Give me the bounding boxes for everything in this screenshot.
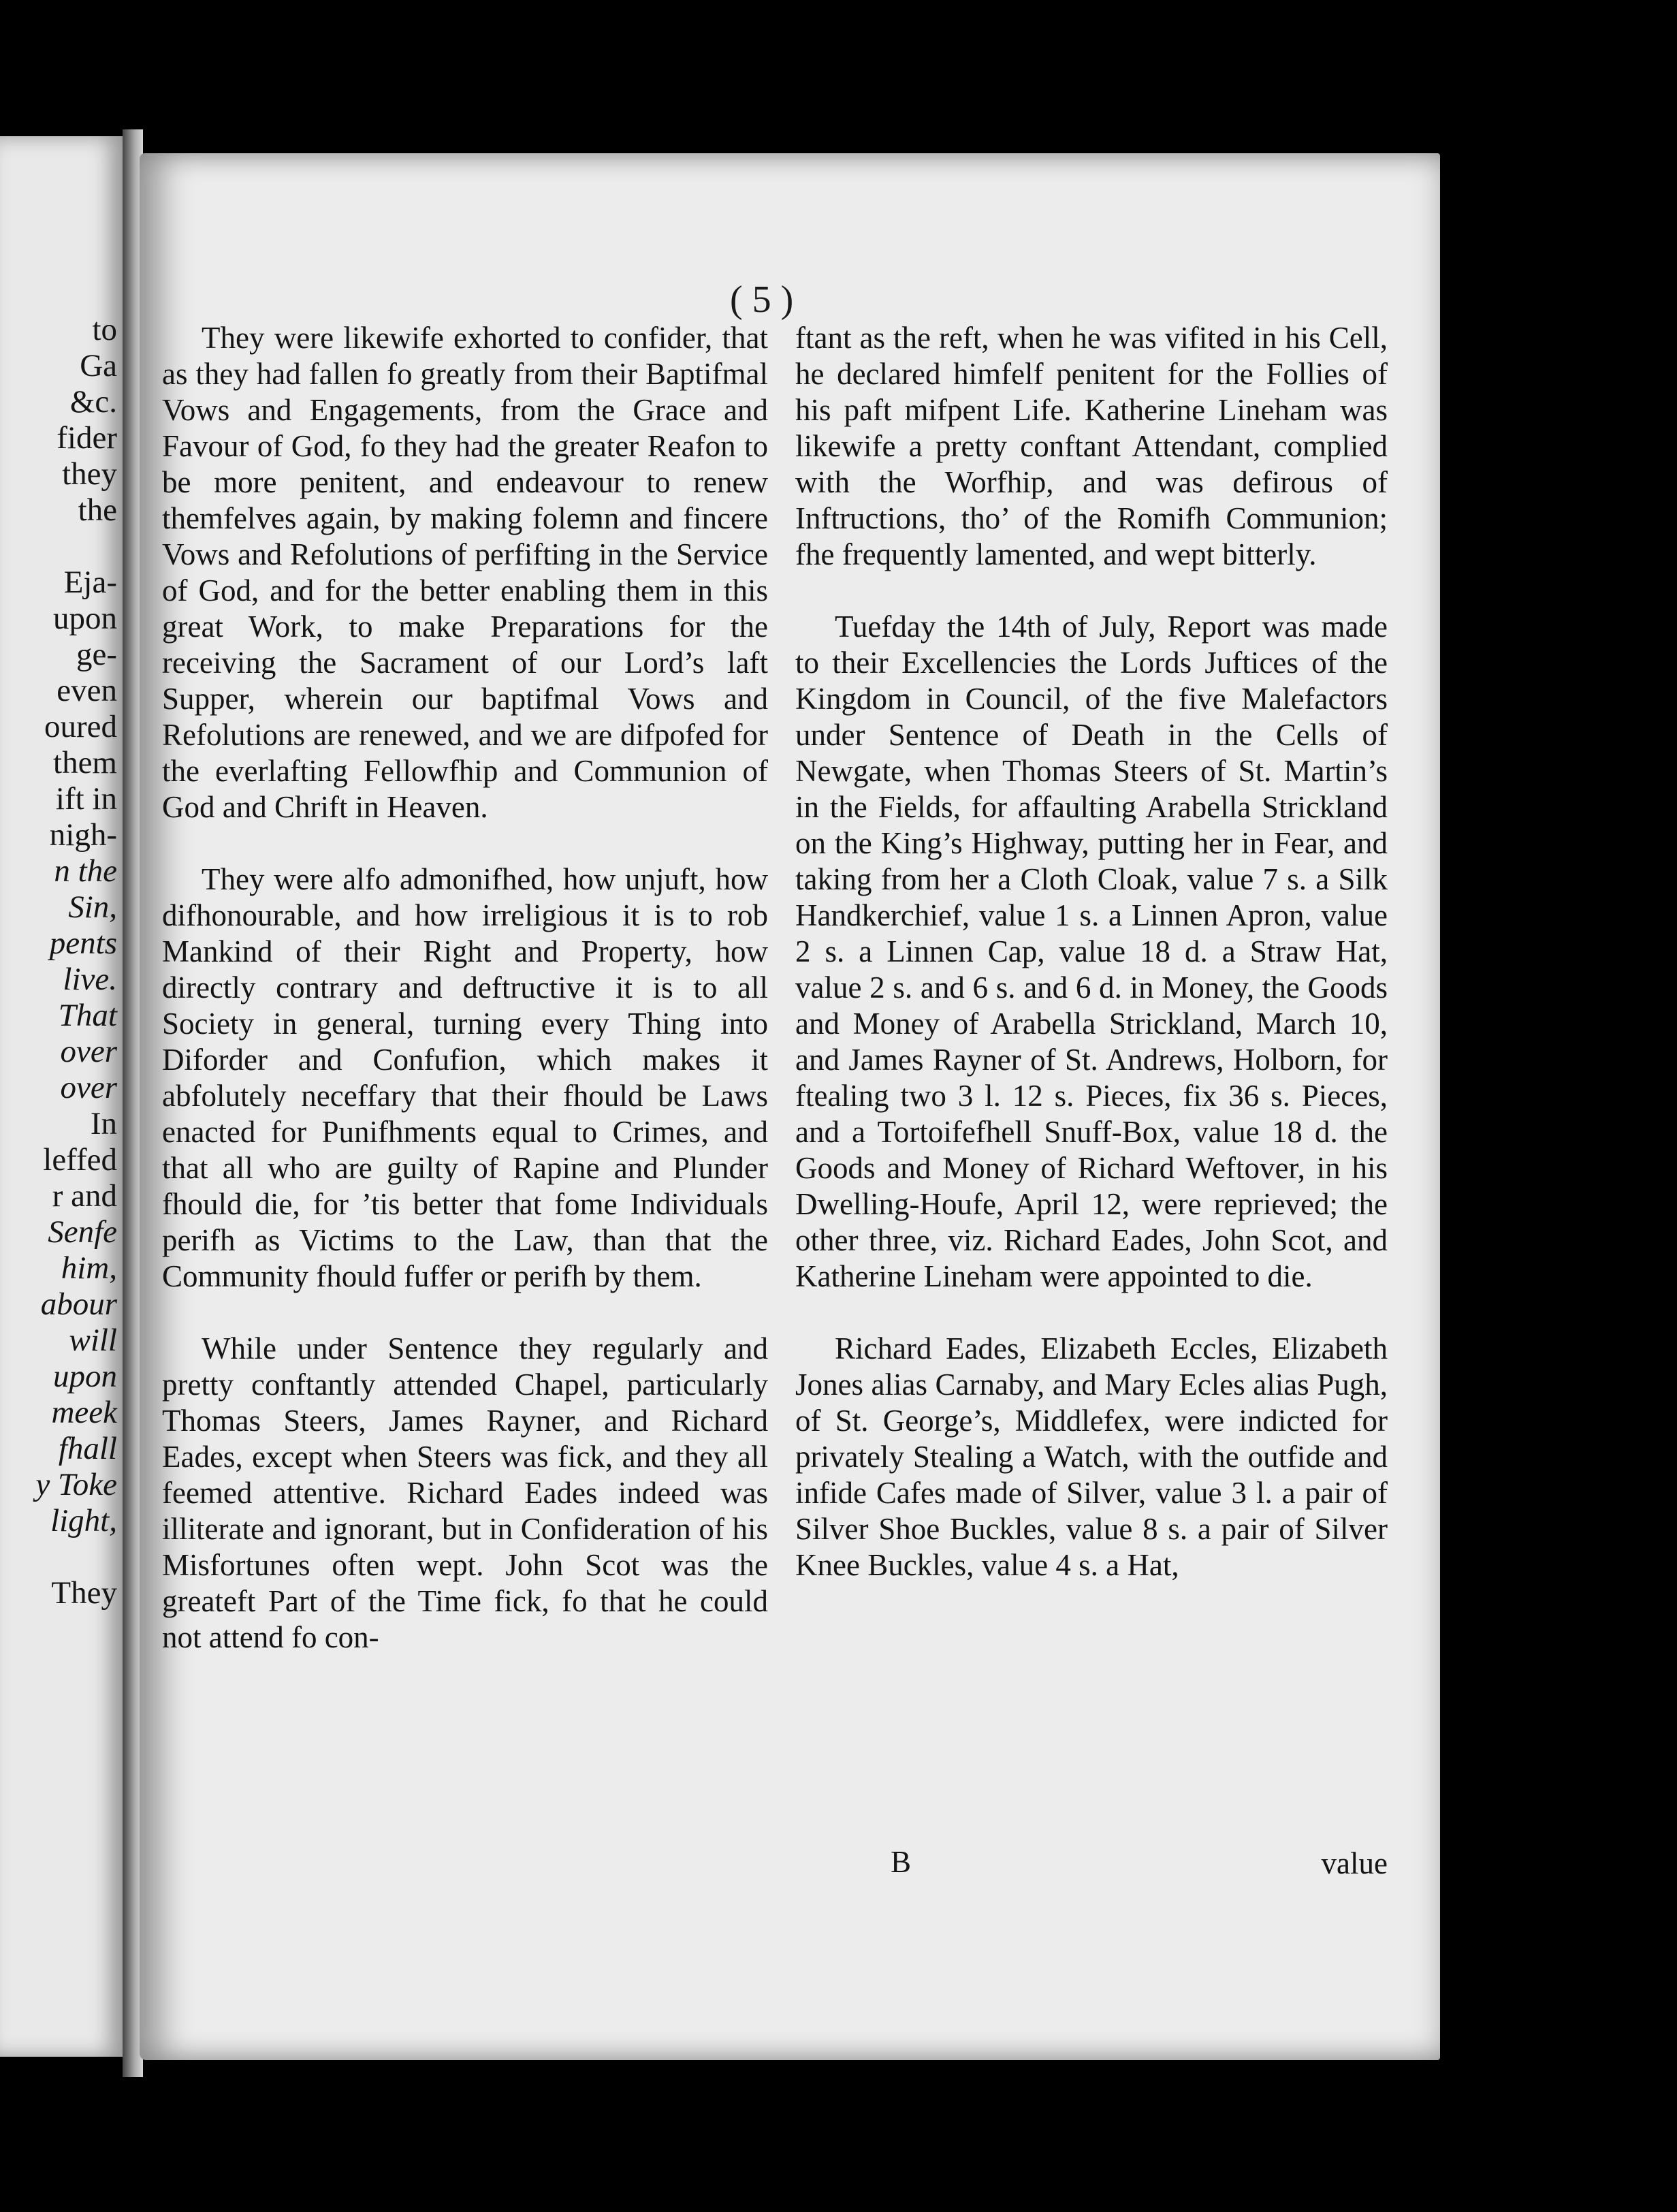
left-page-fragment: ift in (55, 781, 117, 817)
left-page-fragment: even (57, 673, 117, 708)
left-page-fragment: to (92, 312, 117, 347)
paragraph-report: Tuefday the 14th of July, Report was made to their Excellencies the Lords Juftices of the Kingdom in Council, of the five Malefactors under Sentence of Death in the Cells of Newgate, when Thomas Steers of St. Martin’s in the Fields, for affaulting Arabella Strickland on the King’s Highway, putting her in Fear, and taking from her a Cloth Cloak, value 7 s. a Silk Handkerchief, value 1 s. a Linnen Apron, value 2 s. a Linnen Cap, value 18 d. a Straw Hat, value 2 s. and 6 s. and 6 d. in Money, the Goods and Money of Arabella Strickland, March 10, and James Rayner of St. Andrews, Holborn, for ftealing two 3 l. 12 s. Pieces, fix 36 s. Pieces, and a Tortoifefhell Snuff-Box, value 18 d. the Goods and Money of Richard Weftover, in his Dwelling-Houfe, April 12, were reprieved; the other three, viz. Richard Eades, John Scot, and Katherine Lineham were appointed to die. (795, 610, 1388, 1293)
right-column (795, 320, 1388, 1583)
left-page-fragment: Ga (80, 348, 117, 383)
left-page-fragment: n the (54, 853, 117, 889)
catchword: value (1321, 1846, 1388, 1880)
paragraph-chapel-attendance: While under Sentence they regularly and pretty conftantly attended Chapel, particularly Thomas Steers, James Rayner, and Richard Eades, except when Steers was fick, and they all feemed attentive. Richard Eades indeed was illiterate and ignorant, but in Confideration of his Misfortunes often wept. John Scot was the greateft Part of the Time fick, fo that he could not attend fo con- (162, 1331, 768, 1654)
left-page-fragment: light, (50, 1503, 117, 1538)
left-page-fragment: &c. (69, 384, 117, 420)
left-page-fragment: him, (61, 1250, 117, 1286)
left-page-fragment: They (51, 1575, 117, 1611)
left-page-fragment: y Toke (35, 1467, 117, 1502)
signature-mark: B (891, 1845, 912, 1879)
left-page-fragment: pents (49, 926, 117, 961)
left-page-fragment (0, 528, 117, 565)
left-page-fragment: over (60, 1070, 117, 1105)
paragraph-continuation: ftant as the reft, when he was vifited in his Cell, he declared himfelf penitent for the Follies of his paft mifpent Life. Katherine Lineham was likewife a pretty conftant Attendant, complied with the Worfhip, and was defirous of Inftructions, tho’ of the Romifh Communion; fhe frequently lamented, and wept bitterly. (795, 321, 1388, 571)
left-page-fragments (0, 312, 117, 1611)
left-page-fragment: Sin, (68, 889, 117, 925)
paragraph-admonition: They were alfo admonifhed, how unjuft, how difhonourable, and how irreligious it is to rob Mankind of their Right and Property, how directly contrary and deftructive it is to all Society in general, turning every Thing into Diforder and Confufion, which makes it abfolutely neceffary that their fhould be Laws enacted for Punifhments equal to Crimes, and that all who are guilty of Rapine and Plunder fhould die, for ’tis better that fome Individuals perifh as Victims to the Law, than that the Community fhould fuffer or perifh by them. (162, 862, 768, 1293)
left-page-fragment: upon (53, 1359, 117, 1394)
left-page-fragment: nigh- (49, 817, 117, 853)
page-number: ( 5 ) (730, 279, 794, 321)
left-page-fragment (0, 1539, 117, 1575)
left-column (162, 320, 768, 1656)
paragraph-indictment: Richard Eades, Elizabeth Eccles, Elizabeth Jones alias Carnaby, and Mary Ecles alias Pugh, of St. George’s, Middlefex, were indicted for privately Stealing a Watch, with the outfide and infide Cafes made of Silver, value 3 l. a pair of Silver Shoe Buckles, value 8 s. a pair of Silver Knee Buckles, value 4 s. a Hat, (795, 1331, 1388, 1582)
left-page-fragment: live. (63, 962, 117, 997)
left-page-fragment: they (62, 456, 117, 492)
left-page-edge (0, 136, 123, 2057)
left-page-fragment: ge- (76, 637, 117, 672)
left-page-fragment: abour (40, 1286, 117, 1322)
left-page-fragment: over (60, 1034, 117, 1069)
left-page-fragment: Eja- (63, 565, 117, 600)
left-page-fragment: will (69, 1323, 117, 1358)
left-page-fragment: That (58, 998, 117, 1033)
left-page-fragment: In (90, 1106, 117, 1141)
left-page-fragment: fider (57, 420, 117, 456)
paragraph-exhortation: They were likewife exhorted to confider, that as they had fallen fo greatly from their Baptifmal Vows and Engagements, from the Grace and Favour of God, fo they had the greater Reafon to be more penitent, and endeavour to renew themfelves again, by making folemn and fincere Vows and Refolutions of perfifting in the Service of God, and for the better enabling them in this great Work, to make Preparations for the receiving the Sacrament of our Lord’s laft Supper, wherein our baptifmal Vows and Refolutions are renewed, and we are difpofed for the everlafting Fellowfhip and Communion of God and Chrift in Heaven. (162, 321, 768, 824)
left-page-fragment: leffed (43, 1142, 117, 1178)
left-page-fragment: upon (53, 601, 117, 636)
left-page-fragment: the (78, 492, 117, 528)
left-page-fragment: Senfe (48, 1214, 117, 1250)
left-page-fragment: them (53, 745, 117, 780)
left-page-fragment: meek (51, 1395, 117, 1430)
left-page-fragment: fhall (58, 1431, 117, 1466)
left-page-fragment: oured (44, 709, 117, 744)
left-page-fragment: r and (52, 1178, 117, 1214)
